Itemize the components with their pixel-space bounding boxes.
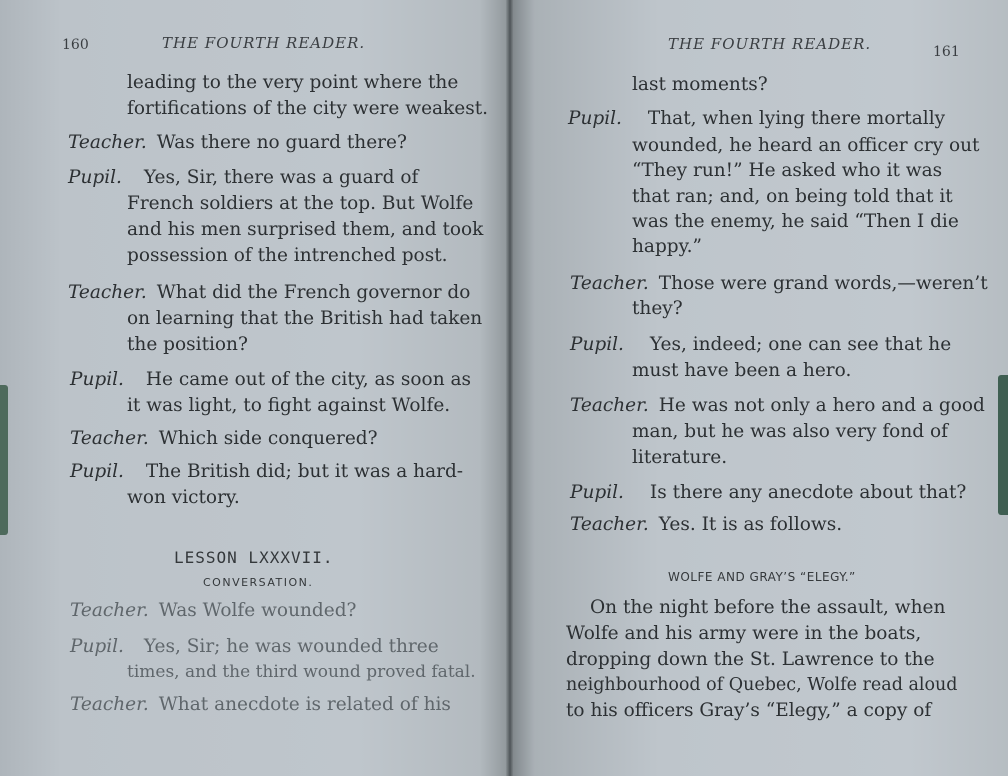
- text-line: happy.”: [632, 236, 702, 257]
- speaker-label: Pupil.: [70, 461, 124, 482]
- speaker-label: Teacher.: [68, 132, 147, 153]
- text-line: Wolfe and his army were in the boats,: [566, 623, 922, 644]
- lesson-subtitle: CONVERSATION.: [203, 576, 314, 589]
- text-line: man, but he was also very fond of: [632, 421, 948, 442]
- text-line: “They run!” He asked who it was: [632, 160, 943, 181]
- speaker-label: Pupil.: [70, 369, 124, 390]
- text-line: Pupil. He came out of the city, as soon as: [70, 369, 472, 390]
- text-line: neighbourhood of Quebec, Wolfe read aloud: [566, 675, 958, 695]
- right-running-head: THE FOURTH READER.: [668, 35, 872, 53]
- speaker-label: Pupil.: [570, 482, 624, 503]
- speaker-label: Pupil.: [568, 108, 622, 129]
- text-line: possession of the intrenched post.: [127, 245, 448, 266]
- text-line: it was light, to fight against Wolfe.: [127, 395, 451, 416]
- text-line: was the enemy, he said “Then I die: [632, 211, 959, 232]
- speaker-label: Teacher.: [68, 282, 147, 303]
- speaker-label: Teacher.: [570, 273, 649, 294]
- text-line: they?: [632, 298, 683, 319]
- text-line: Teacher. He was not only a hero and a good: [570, 395, 985, 416]
- text-line: on learning that the British had taken: [127, 308, 483, 329]
- text-line: Teacher. Those were grand words,—weren’t: [570, 273, 988, 294]
- text-line: On the night before the assault, when: [590, 597, 946, 618]
- text-line: leading to the very point where the: [127, 72, 459, 93]
- text-line: Teacher. Was there no guard there?: [68, 132, 407, 153]
- speaker-label: Teacher.: [70, 600, 149, 621]
- speaker-label: Teacher.: [570, 395, 649, 416]
- bookmark-tab-right: [998, 375, 1008, 515]
- speaker-label: Teacher.: [570, 514, 649, 535]
- text-line: Pupil. Yes, Sir, there was a guard of: [68, 167, 419, 188]
- book-gutter: [506, 0, 514, 776]
- text-line: wounded, he heard an officer cry out: [632, 135, 980, 156]
- text-line: Pupil. Yes, indeed; one can see that he: [570, 334, 952, 355]
- speaker-label: Pupil.: [68, 167, 122, 188]
- text-line: Pupil. That, when lying there mortally: [568, 108, 946, 129]
- text-line: Pupil. Yes, Sir; he was wounded three: [70, 636, 439, 657]
- section-title: WOLFE AND GRAY’S “ELEGY.”: [668, 570, 856, 584]
- text-line: Teacher. What anecdote is related of his: [70, 694, 451, 715]
- bookmark-tab-left: [0, 385, 8, 535]
- text-line: won victory.: [127, 487, 240, 508]
- speaker-label: Pupil.: [70, 636, 124, 657]
- text-line: Teacher. Yes. It is as follows.: [570, 514, 843, 535]
- text-line: last moments?: [632, 74, 768, 95]
- text-line: to his officers Gray’s “Elegy,” a copy of: [566, 700, 932, 721]
- text-line: fortifications of the city were weakest.: [127, 98, 489, 119]
- speaker-label: Pupil.: [570, 334, 624, 355]
- speaker-label: Teacher.: [70, 694, 149, 715]
- text-line: Teacher. Which side conquered?: [70, 428, 378, 449]
- text-line: that ran; and, on being told that it: [632, 186, 953, 207]
- text-line: times, and the third wound proved fatal.: [127, 662, 476, 682]
- text-line: literature.: [632, 447, 728, 468]
- left-page-number: 160: [62, 37, 89, 53]
- lesson-title: LESSON LXXXVII.: [174, 548, 334, 567]
- text-line: French soldiers at the top. But Wolfe: [127, 193, 474, 214]
- text-line: and his men surprised them, and took: [127, 219, 484, 240]
- text-line: dropping down the St. Lawrence to the: [566, 649, 935, 670]
- right-page: [510, 0, 1008, 776]
- speaker-label: Teacher.: [70, 428, 149, 449]
- text-line: must have been a hero.: [632, 360, 852, 381]
- text-line: Teacher. Was Wolfe wounded?: [70, 600, 357, 621]
- right-page-number: 161: [933, 44, 960, 60]
- text-line: Pupil. Is there any anecdote about that?: [570, 482, 967, 503]
- text-line: Teacher. What did the French governor do: [68, 282, 471, 303]
- left-running-head: THE FOURTH READER.: [162, 34, 366, 52]
- text-line: Pupil. The British did; but it was a hard-: [70, 461, 464, 482]
- text-line: the position?: [127, 334, 248, 355]
